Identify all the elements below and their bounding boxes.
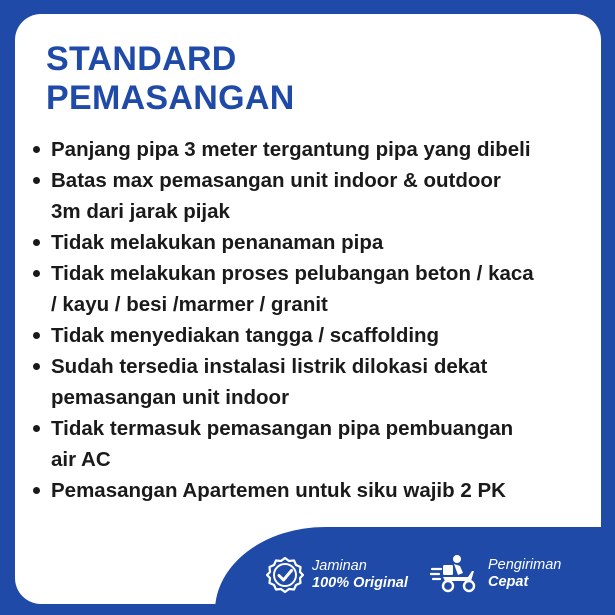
list-item: Sudah tersedia instalasi listrik dilokasi dekat pemasangan unit indoor: [33, 351, 595, 413]
content-card: [15, 14, 601, 604]
delivery-scooter-icon: [430, 553, 480, 595]
page-title: [46, 40, 295, 118]
title-line-2: PEMASANGAN: [46, 79, 295, 117]
check-badge-icon: [266, 556, 304, 594]
title-line-1: STANDARD: [46, 40, 237, 78]
fast-delivery-badge: [430, 553, 561, 595]
badge-shipping-line2: Cepat: [488, 574, 529, 590]
badge-original-line1: Jaminan: [312, 558, 367, 574]
original-guarantee-badge: [266, 556, 408, 594]
bullet-dot: [33, 239, 40, 246]
badge-original-line2: 100% Original: [312, 575, 408, 591]
bullet-dot: [33, 363, 40, 370]
requirements-list: [33, 134, 595, 506]
list-item: Tidak termasuk pemasangan pipa pembuangan air AC: [33, 413, 595, 475]
list-item: Tidak melakukan proses pelubangan beton / kaca / kayu / besi /marmer / granit: [33, 258, 595, 320]
list-item: Pemasangan Apartemen untuk siku wajib 2 PK: [33, 475, 595, 506]
badge-shipping-line1: Pengiriman: [488, 557, 562, 573]
bullet-dot: [33, 487, 40, 494]
list-item: Tidak menyediakan tangga / scaffolding: [33, 320, 595, 351]
bullet-dot: [33, 425, 40, 432]
list-item: Panjang pipa 3 meter tergantung pipa yang dibeli: [33, 134, 595, 165]
bullet-dot: [33, 146, 40, 153]
list-item: Batas max pemasangan unit indoor & outdoor 3m dari jarak pijak: [33, 165, 595, 227]
bullet-dot: [33, 177, 40, 184]
bullet-dot: [33, 270, 40, 277]
list-item: Tidak melakukan penanaman pipa: [33, 227, 595, 258]
bullet-dot: [33, 332, 40, 339]
